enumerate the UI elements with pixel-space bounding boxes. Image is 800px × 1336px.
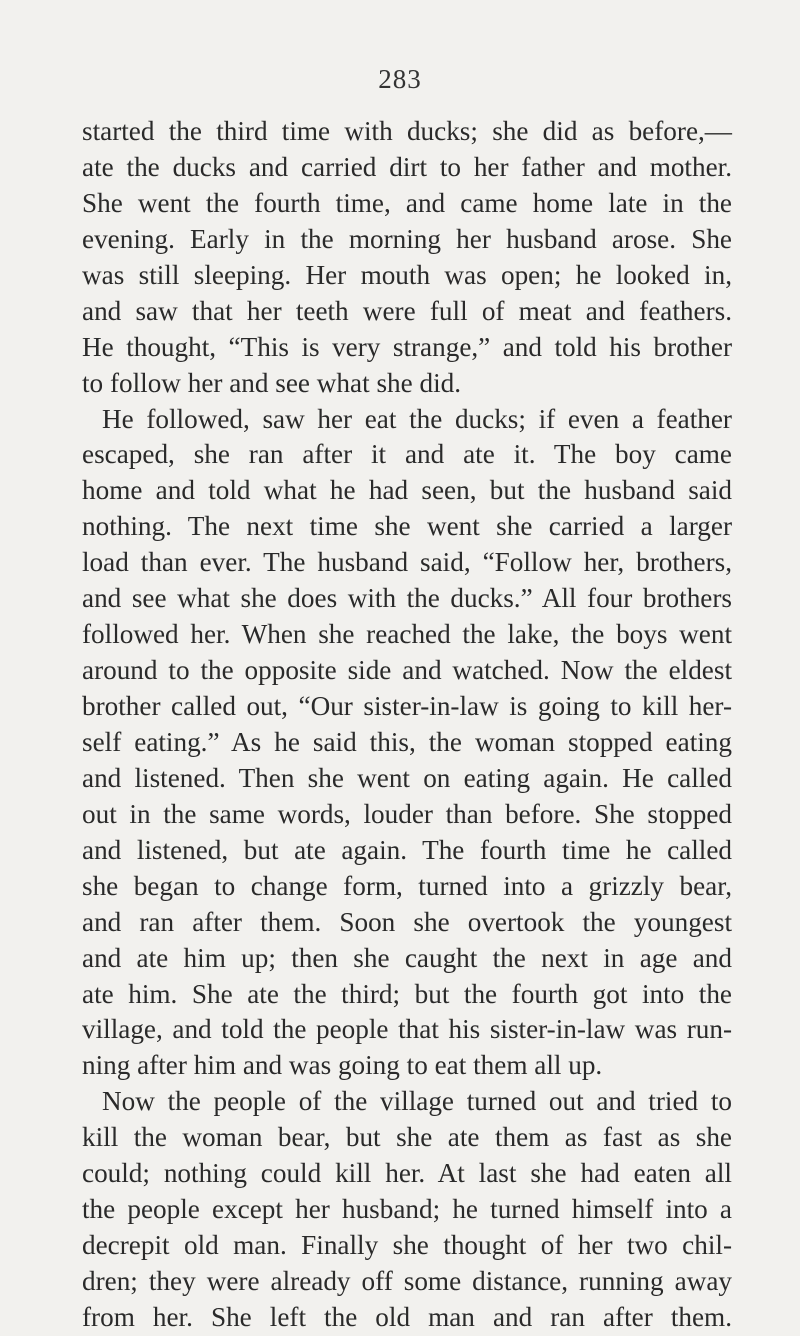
- text-line: dren; they were already off some distance, running away: [82, 1266, 732, 1296]
- text-line: load than ever. The husband said, “Follow her, brothers,: [82, 547, 732, 578]
- text-line: and ate him up; then she caught the next in age and: [82, 942, 732, 973]
- text-line: followed her. When she reached the lake, the boys went: [82, 619, 732, 650]
- text-line: She went the fourth time, and came home late in the: [82, 187, 732, 218]
- text-line: ate the ducks and carried dirt to her father and mother.: [82, 151, 732, 182]
- text-line: and listened, but ate again. The fourth time he called: [82, 834, 732, 865]
- text-line: He followed, saw her eat the ducks; if even a feather: [102, 403, 732, 434]
- text-line: brother called out, “Our sister-in-law is going to kill her-: [82, 691, 732, 721]
- text-line: started the third time with ducks; she did as before,—: [82, 116, 732, 146]
- text-line: out in the same words, louder than before. She stopped: [82, 798, 732, 829]
- body-text: [82, 114, 732, 1336]
- text-line: decrepit old man. Finally she thought of her two chil-: [82, 1230, 732, 1261]
- text-line: kill the woman bear, but she ate them as fast as she: [82, 1122, 732, 1153]
- text-line: and listened. Then she went on eating again. He called: [82, 762, 732, 793]
- text-line: nothing. The next time she went she carried a larger: [82, 511, 732, 542]
- text-line: escaped, she ran after it and ate it. The boy came: [82, 439, 732, 470]
- text-line: she began to change form, turned into a grizzly bear,: [82, 870, 732, 901]
- text-line: was still sleeping. Her mouth was open; he looked in,: [82, 259, 732, 290]
- text-line: from her. She left the old man and ran after them.: [82, 1301, 732, 1332]
- text-line: and ran after them. Soon she overtook the youngest: [82, 906, 732, 937]
- text-line: ate him. She ate the third; but the fourth got into the: [82, 978, 732, 1009]
- text-line: evening. Early in the morning her husband arose. She: [82, 223, 732, 254]
- text-line: self eating.” As he said this, the woman stopped eating: [82, 726, 732, 757]
- text-line: around to the opposite side and watched. Now the eldest: [82, 655, 732, 686]
- text-line: ning after him and was going to eat them all up.: [82, 1050, 603, 1081]
- page-number: 283: [378, 64, 422, 94]
- text-line: and saw that her teeth were full of meat and feathers.: [82, 295, 732, 326]
- text-line: He thought, “This is very strange,” and told his brother: [82, 331, 732, 362]
- text-line: and see what she does with the ducks.” All four brothers: [82, 583, 732, 614]
- text-line: Now the people of the village turned out and tried to: [102, 1086, 732, 1117]
- text-line: to follow her and see what she did.: [82, 367, 462, 398]
- text-line: the people except her husband; he turned himself into a: [82, 1194, 732, 1225]
- text-line: village, and told the people that his sister-in-law was run-: [82, 1014, 732, 1045]
- text-line: home and told what he had seen, but the husband said: [82, 475, 732, 506]
- text-line: could; nothing could kill her. At last she had eaten all: [82, 1158, 732, 1189]
